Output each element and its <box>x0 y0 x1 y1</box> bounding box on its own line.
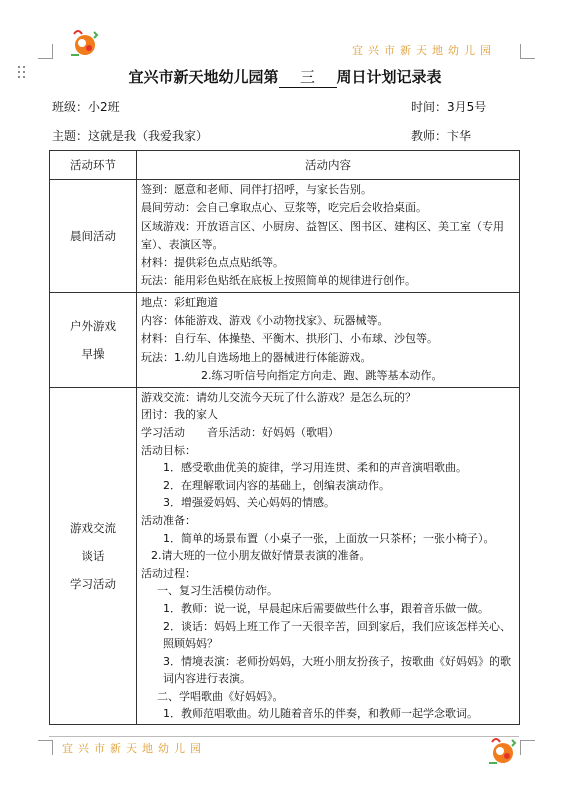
study-label-line2: 谈话 <box>81 548 105 563</box>
list-item: 活动准备： <box>141 513 196 527</box>
outdoor-label-line1: 户外游戏 <box>70 318 116 333</box>
outdoor-label <box>50 292 137 387</box>
list-item: 晨间劳动：会自己拿取点心、豆浆等，吃完后会收拾桌面。 <box>141 201 427 215</box>
class-label: 班级：小2班 <box>52 100 120 114</box>
list-item: 2.练习听信号向指定方向走、跑、跳等基本动作。 <box>201 368 443 382</box>
list-item: 2．谈话：妈妈上班工作了一天很辛苦，回到家后，我们应该怎样关心、照顾妈妈？ <box>163 619 511 651</box>
crop-mark-top-right <box>520 44 535 59</box>
school-mark-top: 宜兴市新天地幼儿园 <box>352 44 496 57</box>
list-item: 内容：体能游戏、游戏《小动物找家》、玩器械等。 <box>141 314 389 328</box>
list-item: 一、复习生活模仿动作。 <box>157 584 278 598</box>
list-item: 2．在理解歌词内容的基础上，创编表演动作。 <box>163 478 390 492</box>
table-header-row <box>50 151 520 180</box>
page-title <box>0 66 570 88</box>
list-item: 学习活动 音乐活动：好妈妈（歌唱） <box>141 425 339 439</box>
list-item: 1．简单的场景布置（小桌子一张，上面放一只茶杯；一张小椅子）。 <box>163 531 495 545</box>
col-header-content: 活动内容 <box>137 151 520 180</box>
list-item: 玩法：能用彩色贴纸在底板上按照简单的规律进行创作。 <box>141 274 416 288</box>
col-header-stage: 活动环节 <box>50 151 137 180</box>
page-divider <box>49 736 519 737</box>
study-label-line3: 学习活动 <box>70 576 116 591</box>
list-item: 活动目标： <box>141 443 196 457</box>
list-item: 1．教师：说一说，早晨起床后需要做些什么事，跟着音乐做一做。 <box>163 601 489 615</box>
title-suffix: 周日计划记录表 <box>336 68 442 86</box>
school-mark-bottom: 宜兴市新天地幼儿园 <box>62 742 206 755</box>
list-item: 二、学唱歌曲《好妈妈》。 <box>157 689 284 703</box>
study-content <box>137 387 520 724</box>
list-item: 1．感受歌曲优美的旋律，学习用连贯、柔和的声音演唱歌曲。 <box>163 461 467 475</box>
school-logo-icon <box>68 26 102 60</box>
study-label <box>50 387 137 724</box>
study-label-line1: 游戏交流 <box>70 520 116 535</box>
school-logo-bottom-icon <box>486 734 520 768</box>
list-item: 材料：提供彩色点点贴纸等。 <box>141 256 284 270</box>
crop-mark-top-left <box>38 44 53 59</box>
plan-table <box>49 150 520 725</box>
list-item: 团讨：我的家人 <box>141 408 218 422</box>
list-item: 1．教师范唱歌曲。幼儿随着音乐的伴奏，和教师一起学念歌词。 <box>163 707 478 721</box>
list-item: 2.请大班的一位小朋友做好情景表演的准备。 <box>151 549 371 563</box>
theme-label: 主题：这就是我（我爱我家） <box>52 129 209 143</box>
week-number: 三 <box>279 66 337 88</box>
outdoor-label-line2: 早操 <box>81 346 105 361</box>
list-item: 签到：愿意和老师、同伴打招呼，与家长告别。 <box>141 183 372 196</box>
time-label: 时间：3月5号 <box>411 100 487 114</box>
table-row-study <box>50 387 520 724</box>
crop-mark-bottom-right <box>520 740 535 755</box>
list-item: 3．情境表演：老师扮妈妈，大班小朋友扮孩子，按歌曲《好妈妈》的歌词内容进行表演。 <box>163 654 511 686</box>
list-item: 游戏交流：请幼儿交流今天玩了什么游戏？是怎么玩的？ <box>141 390 416 404</box>
list-item: 材料：自行车、体操垫、平衡木、拱形门、小布球、沙包等。 <box>141 332 438 346</box>
teacher-label: 教师：卞华 <box>411 129 472 143</box>
morning-label: 晨间活动 <box>50 180 137 293</box>
title-prefix: 宜兴市新天地幼儿园第 <box>128 68 279 86</box>
list-item: 区域游戏：开放语言区、小厨房、益智区、图书区、建构区、美工室（专用室）、表演区等。 <box>141 219 504 251</box>
list-item: 3．增强爱妈妈、关心妈妈的情感。 <box>163 496 335 510</box>
crop-mark-bottom-left <box>38 740 53 755</box>
list-item: 玩法：1.幼儿自选场地上的器械进行体能游戏。 <box>141 350 372 364</box>
morning-content <box>137 180 520 293</box>
table-row-outdoor <box>50 292 520 387</box>
table-row-morning <box>50 180 520 293</box>
outdoor-content <box>137 292 520 387</box>
list-item: 地点：彩虹跑道 <box>141 295 218 309</box>
list-item: 活动过程： <box>141 566 196 580</box>
